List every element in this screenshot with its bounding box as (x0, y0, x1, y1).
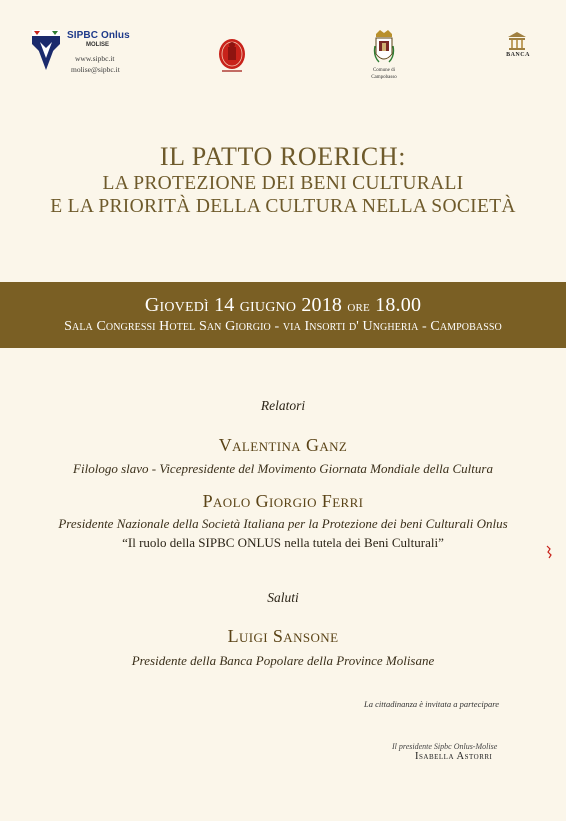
ore-label: ore (347, 299, 370, 315)
signer-name: Isabella Astorri (415, 751, 493, 762)
comune-caption-2: Campobasso (371, 75, 397, 80)
red-seal-icon (218, 36, 246, 74)
event-title (0, 141, 566, 218)
red-mark-icon (546, 545, 552, 559)
date-venue-banner (0, 282, 566, 348)
comune-campobasso-logo (369, 28, 399, 84)
event-date: Giovedì 14 giugno 2018 (144, 294, 343, 316)
relatori-label: Relatori (260, 398, 306, 413)
sipbc-name: SIPBC Onlus (67, 30, 130, 41)
speaker-2-talk: “Il ruolo della SIPBC ONLUS nella tutela dei Beni Culturali” (122, 535, 444, 550)
saluti-label: Saluti (267, 590, 299, 605)
sipbc-logo (31, 28, 151, 78)
bank-column-icon (507, 31, 527, 51)
event-time: 18.00 (375, 294, 422, 316)
title-line-2: LA PROTEZIONE DEI BENI CULTURALI (102, 173, 464, 194)
speaker-2-name: Paolo Giorgio Ferri (202, 491, 364, 511)
event-venue: Sala Congressi Hotel San Giorgio - via Insorti d' Ungheria - Campobasso (64, 319, 502, 334)
sipbc-website[interactable]: www.sipbc.it (75, 54, 115, 63)
sipbc-email[interactable]: molise@sipbc.it (71, 65, 120, 74)
sipbc-region: MOLISE (86, 42, 110, 48)
city-crest-icon (373, 28, 395, 66)
speaker-1-role: Filologo slavo - Vicepresidente del Movimento Giornata Mondiale della Cultura (73, 461, 493, 476)
sipbc-shield-icon (31, 28, 61, 72)
banca-popolare-logo (495, 31, 541, 75)
speaker-1-name: Valentina Ganz (218, 435, 348, 455)
saluti-role: Presidente della Banca Popolare della Province Molisane (131, 653, 435, 668)
speaker-2-role: Presidente Nazionale della Società Italiana per la Protezione dei beni Culturali Onlus (58, 516, 508, 531)
title-line-3: E LA PRIORITÀ DELLA CULTURA NELLA SOCIETÀ (50, 196, 516, 217)
invitation-note: La cittadinanza è invitata a partecipare (364, 699, 499, 709)
title-main: IL PATTO ROERICH: (159, 142, 407, 171)
date-time-line (0, 294, 566, 317)
signer-role: Il presidente Sipbc Onlus-Molise (392, 742, 498, 751)
saluti-name: Luigi Sansone (227, 626, 339, 646)
comune-caption-1: Comune di (372, 68, 396, 73)
banca-word: BANCA (506, 52, 530, 58)
